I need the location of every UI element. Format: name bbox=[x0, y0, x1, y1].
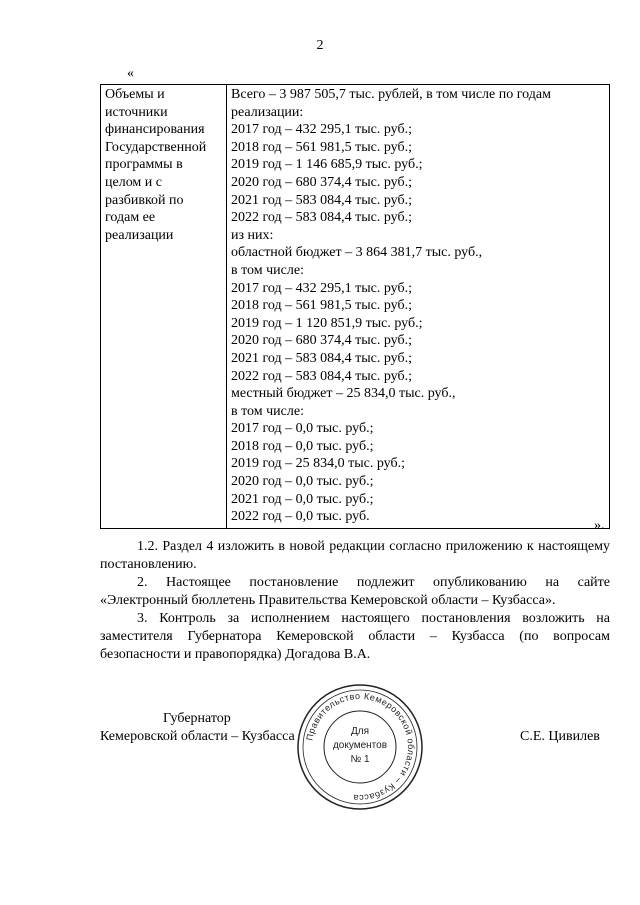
value-line: 2020 год – 680 374,4 тыс. руб.; bbox=[231, 333, 412, 349]
label-line: целом и с bbox=[105, 174, 162, 190]
paragraph-3-text: 3. Контроль за исполнением настоящего постановления возложить на заместителя Губернатора Кемеровской области – Кузбасса (по вопросам безопасности и правопорядка) Догадова В.А. bbox=[100, 611, 610, 662]
value-line: из них: bbox=[231, 227, 274, 243]
paragraph-2-text: 2. Настоящее постановление подлежит опубликованию на сайте «Электронный бюллетень Правительства Кемеровской области – Кузбасса». bbox=[100, 575, 610, 608]
value-line: 2017 год – 432 295,1 тыс. руб.; bbox=[231, 122, 412, 138]
label-line: финансирования bbox=[105, 122, 205, 138]
page-number: 2 bbox=[316, 38, 324, 53]
paragraph-1-text: 1.2. Раздел 4 изложить в новой редакции согласно приложению к настоящему постановлению. bbox=[100, 539, 610, 572]
value-line: 2019 год – 1 146 685,9 тыс. руб.; bbox=[231, 157, 423, 173]
label-line: разбивкой по bbox=[105, 192, 184, 208]
label-line: программы в bbox=[105, 157, 183, 173]
value-line: в том числе: bbox=[231, 262, 304, 278]
value-line: Всего – 3 987 505,7 тыс. рублей, в том числе по годам bbox=[231, 87, 551, 102]
label-line: источники bbox=[105, 104, 168, 120]
value-line: 2022 год – 0,0 тыс. руб. bbox=[231, 509, 370, 525]
value-line: 2021 год – 583 084,4 тыс. руб.; bbox=[231, 192, 412, 208]
signatory-title: Губернатор bbox=[163, 711, 231, 726]
label-line: Государственной bbox=[105, 139, 207, 155]
label-line: реализации bbox=[105, 227, 174, 243]
signatory-name: С.Е. Цивилев bbox=[520, 729, 600, 744]
stamp-center-line: документов bbox=[332, 740, 388, 751]
label-line: Объемы и bbox=[105, 87, 165, 102]
value-line: 2017 год – 0,0 тыс. руб.; bbox=[231, 421, 374, 437]
value-line: 2020 год – 0,0 тыс. руб.; bbox=[231, 474, 374, 490]
paragraph-3 bbox=[100, 610, 610, 664]
value-line: 2021 год – 583 084,4 тыс. руб.; bbox=[231, 350, 412, 366]
value-line: областной бюджет – 3 864 381,7 тыс. руб., bbox=[231, 245, 483, 261]
value-line: 2022 год – 583 084,4 тыс. руб.; bbox=[231, 368, 412, 384]
value-line: 2018 год – 561 981,5 тыс. руб.; bbox=[231, 298, 412, 314]
value-line: 2017 год – 432 295,1 тыс. руб.; bbox=[231, 280, 412, 296]
value-line: местный бюджет – 25 834,0 тыс. руб., bbox=[231, 386, 456, 402]
value-line: в том числе: bbox=[231, 403, 304, 419]
financing-table bbox=[100, 84, 610, 529]
financing-values-cell bbox=[227, 85, 610, 529]
financing-label-cell bbox=[101, 85, 227, 529]
label-line: годам ее bbox=[105, 210, 156, 226]
value-line: 2022 год – 583 084,4 тыс. руб.; bbox=[231, 210, 412, 226]
value-line: 2019 год – 25 834,0 тыс. руб.; bbox=[231, 456, 405, 472]
value-line: 2018 год – 0,0 тыс. руб.; bbox=[231, 438, 374, 454]
stamp-center-line: Для bbox=[350, 726, 370, 737]
value-line: 2020 год – 680 374,4 тыс. руб.; bbox=[231, 174, 412, 190]
value-line: 2021 год – 0,0 тыс. руб.; bbox=[231, 491, 374, 507]
official-stamp bbox=[295, 682, 425, 812]
table-row bbox=[101, 85, 610, 529]
signatory-region: Кемеровской области – Кузбасса bbox=[100, 729, 295, 744]
closing-quote: ». bbox=[594, 518, 605, 533]
opening-quote: « bbox=[127, 66, 134, 81]
value-line: реализации: bbox=[231, 104, 304, 120]
value-line: 2018 год – 561 981,5 тыс. руб.; bbox=[231, 139, 412, 155]
stamp-center-line: № 1 bbox=[350, 754, 370, 765]
value-line: 2019 год – 1 120 851,9 тыс. руб.; bbox=[231, 315, 423, 331]
paragraph-1 bbox=[100, 538, 610, 574]
stamp-ring-textpath: Правительство Кемеровской области – Кузбасса bbox=[304, 690, 417, 804]
paragraph-2 bbox=[100, 574, 610, 610]
